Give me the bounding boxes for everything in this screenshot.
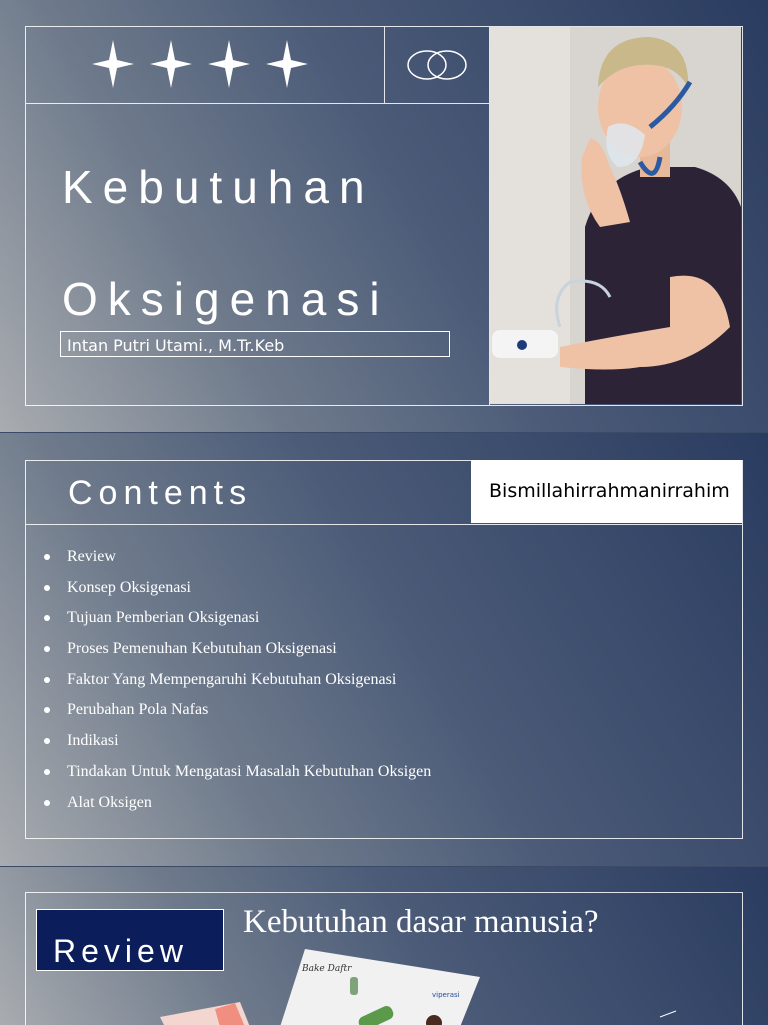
bullet-icon bbox=[44, 800, 50, 806]
divider bbox=[384, 27, 385, 103]
list-item: Tindakan Untuk Mengatasi Masalah Kebutuhan Oksigen bbox=[44, 760, 431, 791]
list-item: Review bbox=[44, 545, 431, 576]
interlocking-rings-icon bbox=[405, 48, 469, 82]
bullet-icon bbox=[44, 677, 50, 683]
bullet-icon bbox=[44, 646, 50, 652]
svg-text:viperasi: viperasi bbox=[432, 991, 460, 999]
list-item: Tujuan Pemberian Oksigenasi bbox=[44, 606, 431, 637]
list-item: Perubahan Pola Nafas bbox=[44, 698, 431, 729]
sparkle-star-icon bbox=[148, 38, 194, 90]
bullet-icon bbox=[44, 554, 50, 560]
sparkle-star-icon bbox=[264, 38, 310, 90]
contents-list bbox=[44, 545, 431, 821]
sparkle-star-icon bbox=[90, 38, 136, 90]
list-item: Alat Oksigen bbox=[44, 791, 431, 822]
bismillah-note: Bismillahirrahmanirrahim bbox=[471, 460, 742, 523]
bullet-icon bbox=[44, 615, 50, 621]
slide-title bbox=[0, 0, 768, 432]
bullet-icon bbox=[44, 769, 50, 775]
list-item: Indikasi bbox=[44, 729, 431, 760]
sparkle-star-icon bbox=[206, 38, 252, 90]
divider bbox=[26, 103, 489, 104]
review-question: Kebutuhan dasar manusia? bbox=[243, 904, 599, 940]
bullet-icon bbox=[44, 707, 50, 713]
list-item: Faktor Yang Mempengaruhi Kebutuhan Oksigenasi bbox=[44, 668, 431, 699]
svg-text:Bake Daftr: Bake Daftr bbox=[302, 964, 352, 974]
list-item: Konsep Oksigenasi bbox=[44, 576, 431, 607]
list-item: Proses Pemenuhan Kebutuhan Oksigenasi bbox=[44, 637, 431, 668]
review-label: Review bbox=[53, 933, 188, 969]
title-line-1: Kebutuhan bbox=[62, 161, 375, 213]
man-with-oxygen-mask-photo bbox=[490, 27, 741, 404]
bullet-icon bbox=[44, 585, 50, 591]
divider bbox=[26, 524, 742, 525]
bullet-icon bbox=[44, 738, 50, 744]
contents-heading: Contents bbox=[68, 474, 253, 512]
decor-stars bbox=[90, 38, 310, 90]
author-name: Intan Putri Utami., M.Tr.Keb bbox=[60, 331, 450, 357]
title-line-2: Oksigenasi bbox=[62, 273, 390, 325]
